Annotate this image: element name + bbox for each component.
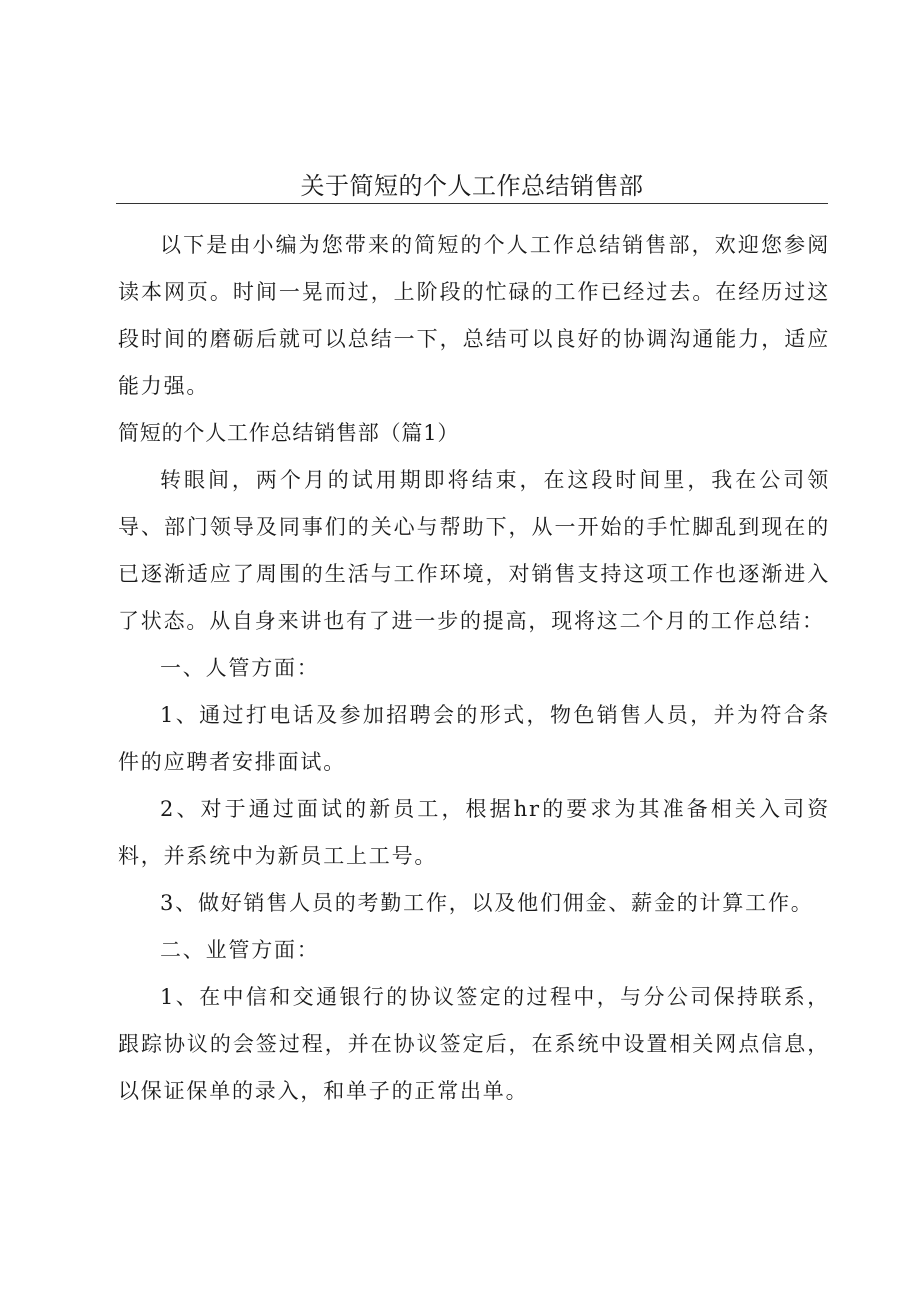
list-item-personnel-3: 3、做好销售人员的考勤工作，以及他们佣金、薪金的计算工作。: [160, 891, 814, 915]
list-item-personnel-2: 2、对于通过面试的新员工，根据hr的要求为其准备相关入司资料，并系统中为新员工上工号。: [118, 797, 830, 868]
title-underline: [116, 203, 828, 204]
document-title: 关于简短的个人工作总结销售部: [300, 172, 644, 200]
list-item-personnel-1: 1、通过打电话及参加招聘会的形式，物色销售人员，并为符合条件的应聘者安排面试。: [118, 703, 830, 774]
subheading-personnel: 一、人管方面：: [160, 656, 320, 680]
section-heading-part-1: 简短的个人工作总结销售部（篇1）: [118, 421, 460, 445]
intro-paragraph: 以下是由小编为您带来的简短的个人工作总结销售部，欢迎您参阅读本网页。时间一晃而过，上阶段的忙碌的工作已经过去。在经历过这段时间的磨砺后就可以总结一下，总结可以良好的协调沟通能力，适应能力强。: [118, 233, 830, 398]
subheading-business: 二、业管方面：: [160, 938, 320, 962]
document-body: [118, 222, 830, 1115]
list-item-business-1: 1、在中信和交通银行的协议签定的过程中，与分公司保持联系，跟踪协议的会签过程，并在协议签定后，在系统中设置相关网点信息，以保证保单的录入，和单子的正常出单。: [118, 985, 830, 1103]
body-paragraph-opening: 转眼间，两个月的试用期即将结束，在这段时间里，我在公司领导、部门领导及同事们的关心与帮助下，从一开始的手忙脚乱到现在的已逐渐适应了周围的生活与工作环境，对销售支持这项工作也逐渐进入了状态。从自身来讲也有了进一步的提高，现将这二个月的工作总结：: [118, 468, 830, 633]
